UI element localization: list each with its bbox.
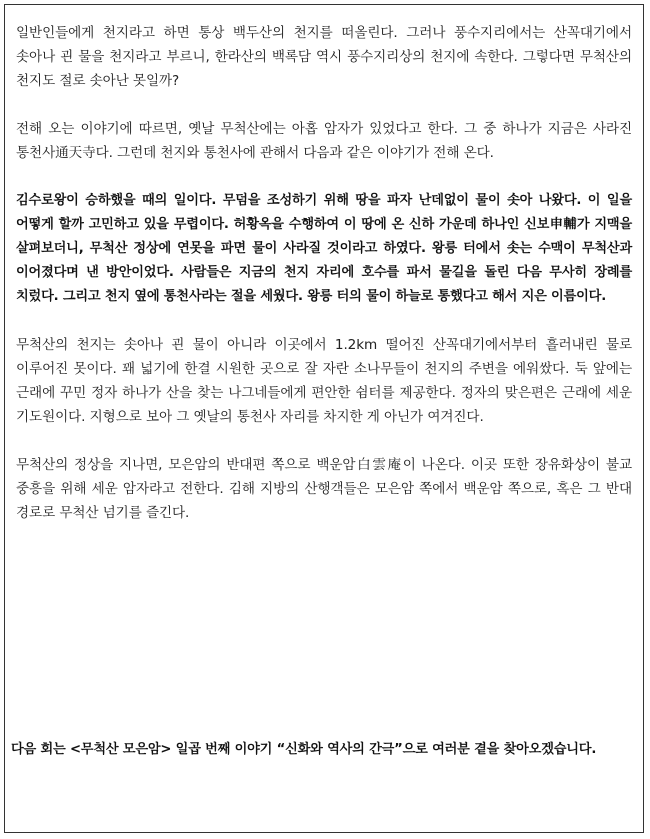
document-frame — [4, 4, 644, 833]
paragraph-cheonji-description: 무척산의 천지는 솟아나 괸 물이 아니라 이곳에서 1.2km 떨어진 산꼭대기에서부터 흘러내린 물로 이루어진 못이다. 꽤 넓기에 한결 시원한 곳으로 잘 자란 소나무들이 천지의 주변을 에워쌌다. 둑 앞에는 근래에 꾸민 정자 하나가 산을 찾는 나그네들에게 편안한 쉼터를 제공한다. 정자의 맞은편은 근래에 세운 기도원이다. 지형으로 보아 그 옛날의 통천사 자리를 차지한 게 아닌가 여겨진다. — [16, 337, 632, 425]
closing-notice: 다음 회는 <무척산 모은암> 일곱 번째 이야기 “신화와 역사의 간극”으로 여러분 곁을 찾아오겠습니다. — [11, 742, 597, 757]
paragraph-legend-story: 김수로왕이 승하했을 때의 일이다. 무덤을 조성하기 위해 땅을 파자 난데없이 물이 솟아 나왔다. 이 일을 어떻게 할까 고민하고 있을 무렵이다. 허황옥을 수행하여 이 땅에 온 신하 가운데 하나인 신보申輔가 지맥을 살펴보더니, 무척산 정상에 연못을 파면 물이 사라질 것이라고 하였다. 왕릉 터에서 솟는 수맥이 무척산과 이어졌다며 낸 방안이었다. 사람들은 지금의 천지 자리에 호수를 파서 물길을 돌린 다음 무사히 장례를 치렀다. 그리고 천지 옆에 통천사라는 절을 세웠다. 왕릉 터의 물이 하늘로 통했다고 해서 지은 이름이다. — [16, 193, 632, 304]
paragraph-intro: 일반인들에게 천지라고 하면 통상 백두산의 천지를 떠올린다. 그러나 풍수지리에서는 산꼭대기에서 솟아나 괸 물을 천지라고 부르니, 한라산의 백록담 역시 풍수지리상의 천지에 속한다. 그렇다면 무척산의 천지도 절로 솟아난 못일까? — [16, 25, 632, 89]
paragraph-baekunam: 무척산의 정상을 지나면, 모은암의 반대편 쪽으로 백운암白雲庵이 나온다. 이곳 또한 장유화상이 불교 중흥을 위해 세운 암자라고 전한다. 김해 지방의 산행객들은 모은암 쪽에서 백운암 쪽으로, 혹은 그 반대 경로로 무척산 넘기를 즐긴다. — [16, 457, 632, 521]
paragraph-legend-intro: 전해 오는 이야기에 따르면, 옛날 무척산에는 아홉 암자가 있었다고 한다. 그 중 하나가 지금은 사라진 통천사通天寺다. 그런데 천지와 통천사에 관해서 다음과 같은 이야기가 전해 온다. — [16, 121, 632, 161]
